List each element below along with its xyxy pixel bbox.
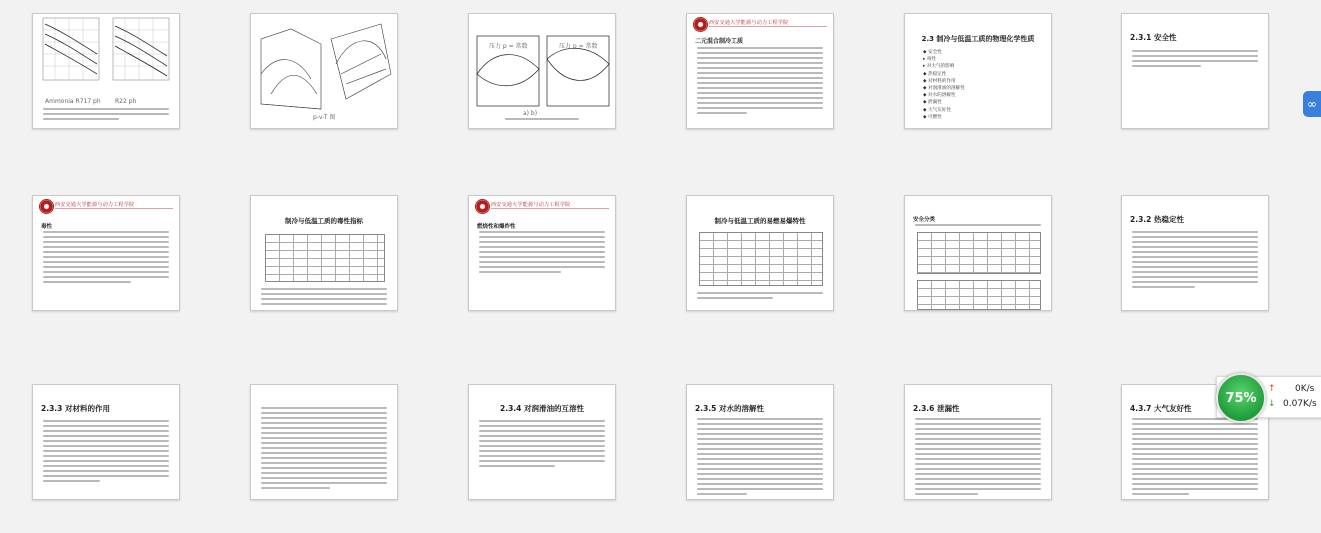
list-item: ◆ 对水的溶解性: [923, 93, 956, 99]
list-item: ▸ 毒性: [923, 57, 936, 63]
safety-class-table-2: [917, 280, 1041, 310]
text-lines: [915, 224, 1041, 229]
text-lines: [915, 418, 1041, 498]
caption-a: Ammonia R717 ph: [45, 98, 101, 105]
slide-thumbnail-3[interactable]: [468, 13, 616, 129]
list-item: ▸ 对大气的影响: [923, 64, 955, 70]
list-item: ◆ 大气友好性: [923, 107, 951, 113]
label-a: 压力 p = 常数: [489, 43, 528, 50]
text-lines: [697, 292, 823, 302]
header-text: 西安交通大学能源与动力工程学院: [491, 202, 571, 208]
pvt-diagram: [251, 14, 397, 128]
logo-icon: [693, 17, 708, 32]
share-icon[interactable]: ∞: [1303, 91, 1321, 117]
bullet-heading: 毒性: [41, 224, 53, 230]
slide-thumbnail-4[interactable]: [686, 13, 834, 129]
text-lines: [697, 418, 823, 498]
text-lines: [1132, 50, 1258, 70]
text-lines: [1132, 418, 1258, 498]
list-item: ◆ 热稳定性: [923, 71, 947, 77]
item-list: [923, 49, 965, 121]
upload-arrow-icon: ↑: [1268, 384, 1276, 394]
text-lines: [479, 231, 605, 276]
text-lines: [1132, 231, 1258, 291]
slide-thumbnail-5[interactable]: [904, 13, 1052, 129]
label-b: 压力 p = 常数: [559, 43, 598, 50]
logo-icon: [475, 199, 490, 214]
slide-title: 2.3.4 对润滑油的互溶性: [500, 404, 584, 413]
slide-thumbnail-9[interactable]: [468, 195, 616, 311]
phase-diagrams: [469, 14, 615, 128]
text-lines: [697, 47, 823, 117]
download-speed: 0.07K/s: [1283, 399, 1317, 409]
list-item: ◆ 对材料的作用: [923, 78, 956, 84]
header-text: 西安交通大学能源与动力工程学院: [709, 20, 789, 26]
text-lines: [505, 118, 579, 123]
network-percent: 75%: [1225, 390, 1257, 406]
network-usage-circle[interactable]: [1216, 373, 1266, 423]
bullet-heading: 安全分类: [913, 217, 936, 223]
flammability-table: [699, 232, 823, 286]
list-item: ◆ 可燃性: [923, 114, 942, 120]
list-item: ◆ 安全性: [923, 50, 942, 55]
slide-title: 制冷与低温工质的易燃易爆特性: [714, 217, 806, 225]
slide-thumbnail-14[interactable]: [250, 384, 398, 500]
caption: p-v-T 图: [313, 114, 336, 121]
upload-speed: 0K/s: [1295, 384, 1315, 394]
safety-class-table-1: [917, 232, 1041, 274]
slide-title: 4.3.7 大气友好性: [1130, 404, 1192, 413]
slide-thumbnail-6[interactable]: [1121, 13, 1269, 129]
slide-thumbnail-10[interactable]: [686, 195, 834, 311]
slide-thumbnail-17[interactable]: [904, 384, 1052, 500]
text-lines: [43, 108, 169, 123]
text-lines: [43, 420, 169, 485]
slide-thumbnail-13[interactable]: [32, 384, 180, 500]
slide-title: 2.3.3 对材料的作用: [41, 404, 110, 413]
slide-title: 2.3 制冷与低温工质的物理化学性质: [921, 35, 1035, 43]
fig-caption: a) b): [523, 110, 538, 117]
slide-title: 2.3.2 热稳定性: [1130, 215, 1184, 224]
slide-header: [33, 196, 179, 218]
slide-title: 2.3.1 安全性: [1130, 33, 1177, 42]
logo-icon: [39, 199, 54, 214]
slide-thumbnail-16[interactable]: [686, 384, 834, 500]
download-arrow-icon: ↓: [1268, 399, 1276, 409]
bullet-heading: 燃烧性和爆炸性: [477, 224, 516, 230]
caption-b: R22 ph: [115, 98, 137, 105]
slide-thumbnail-11[interactable]: [904, 195, 1052, 311]
text-lines: [43, 231, 169, 286]
bullet-heading: 二元混合制冷工质: [695, 38, 744, 45]
slide-thumbnail-8[interactable]: [250, 195, 398, 311]
slide-thumbnail-12[interactable]: [1121, 195, 1269, 311]
toxicity-table: [265, 234, 385, 282]
slide-thumbnail-1[interactable]: [32, 13, 180, 129]
text-lines: [479, 420, 605, 470]
slide-header: [687, 14, 833, 36]
slide-thumbnail-15[interactable]: [468, 384, 616, 500]
list-item: ◆ 对润滑油的溶解性: [923, 86, 965, 92]
text-lines: [261, 407, 387, 492]
slide-title: 2.3.6 泄漏性: [913, 404, 960, 413]
list-item: ◆ 泄漏性: [923, 100, 942, 106]
slide-thumbnail-2[interactable]: [250, 13, 398, 129]
slide-title: 2.3.5 对水的溶解性: [695, 404, 764, 413]
slide-thumbnail-7[interactable]: [32, 195, 180, 311]
text-lines: [261, 288, 387, 308]
slide-header: [469, 196, 615, 218]
header-text: 西安交通大学能源与动力工程学院: [55, 202, 135, 208]
slide-title: 制冷与低温工质的毒性指标: [285, 217, 363, 225]
